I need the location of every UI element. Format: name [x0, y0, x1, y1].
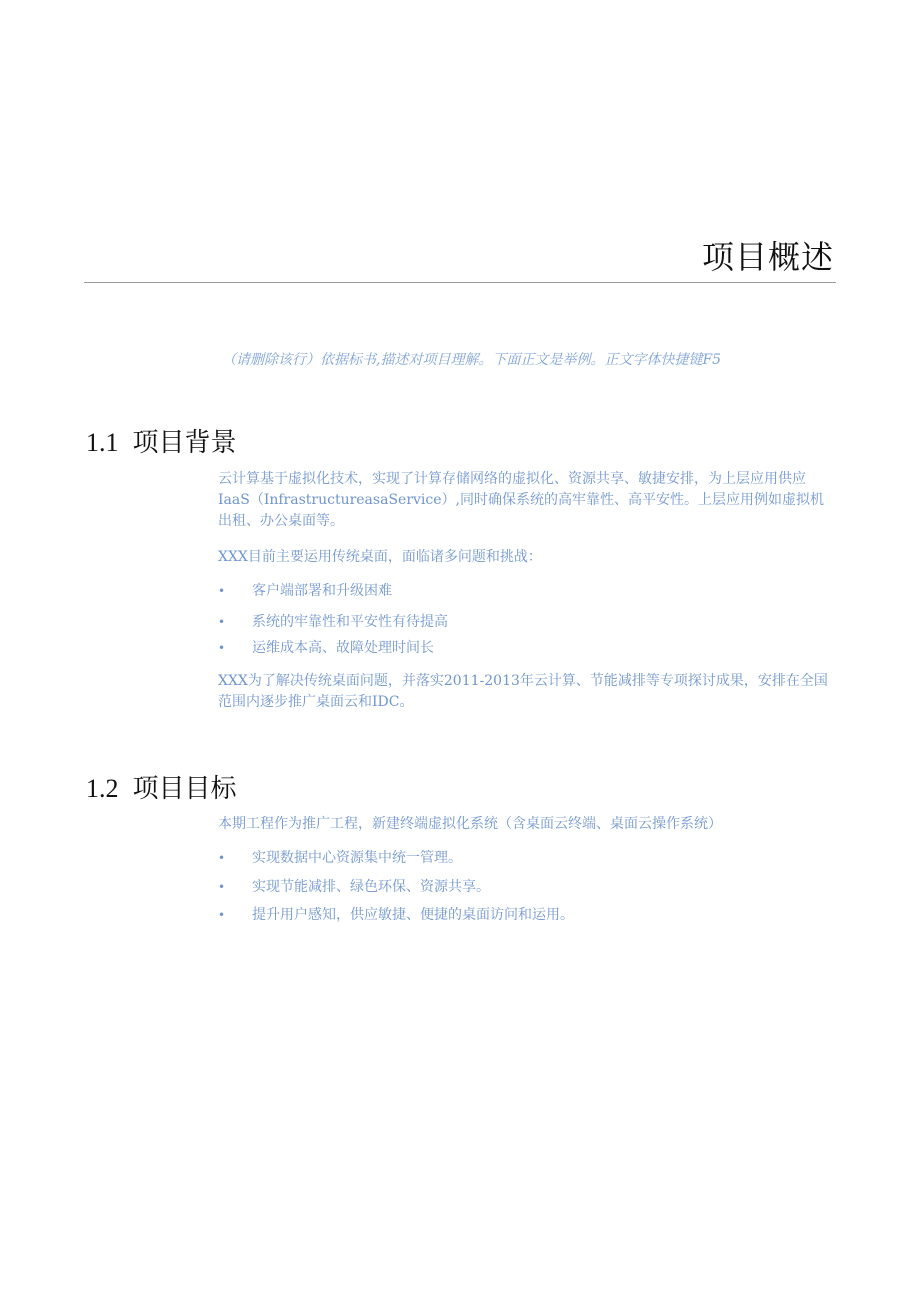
- paragraph: 本期工程作为推广工程，新建终端虚拟化系统（含桌面云终端、桌面云操作系统）: [218, 816, 722, 832]
- section-heading-goals: [86, 768, 237, 805]
- bullet-icon: •: [218, 908, 226, 922]
- bullet-item: [218, 904, 836, 924]
- paragraph: XXX目前主要运用传统桌面，面临诸多问题和挑战：: [218, 549, 542, 565]
- bullet-text: 系统的牢靠性和平安性有待提高: [252, 614, 448, 630]
- paragraph: XXX为了解决传统桌面问题，并落实2011-2013年云计算、节能减排等专项探讨成果，安排在全国范围内逐步推广桌面云和IDC。: [218, 673, 828, 710]
- bullet-text: 实现数据中心资源集中统一管理。: [252, 850, 462, 866]
- section-heading-background: [86, 422, 237, 459]
- section-title: 项目目标: [132, 774, 237, 804]
- bullet-text: 客户端部署和升级困难: [252, 583, 392, 599]
- bullet-item: [218, 847, 836, 867]
- section-number: 1.1: [86, 428, 119, 457]
- page-title: 项目概述: [701, 238, 834, 276]
- bullet-text: 运维成本高、故障处理时间长: [252, 640, 434, 656]
- section-number: 1.2: [86, 774, 119, 803]
- bullet-icon: •: [218, 584, 226, 598]
- section-title: 项目背景: [132, 428, 237, 458]
- bullet-icon: •: [218, 641, 226, 655]
- bullet-icon: •: [218, 851, 226, 865]
- bullet-item: [218, 637, 836, 657]
- title-divider: [84, 282, 836, 283]
- paragraph: 云计算基于虚拟化技术，实现了计算存储网络的虚拟化、资源共享、敏捷安排，为上层应用供应IaaS（InfrastructureasaService）,同时确保系统的高牢靠性、高平安性。上层应用例如虚拟机出租、办公桌面等。: [218, 471, 824, 529]
- bullet-item: [218, 876, 836, 896]
- bullet-icon: •: [218, 615, 226, 629]
- bullet-icon: •: [218, 880, 226, 894]
- instruction-note: （请删除该行）依据标书,描述对项目理解。下面正文是举例。正文字体快捷键F5: [222, 352, 722, 368]
- bullet-item: [218, 580, 836, 600]
- bullet-text: 实现节能减排、绿色环保、资源共享。: [252, 879, 490, 895]
- bullet-text: 提升用户感知，供应敏捷、便捷的桌面访问和运用。: [252, 907, 574, 923]
- bullet-item: [218, 611, 836, 631]
